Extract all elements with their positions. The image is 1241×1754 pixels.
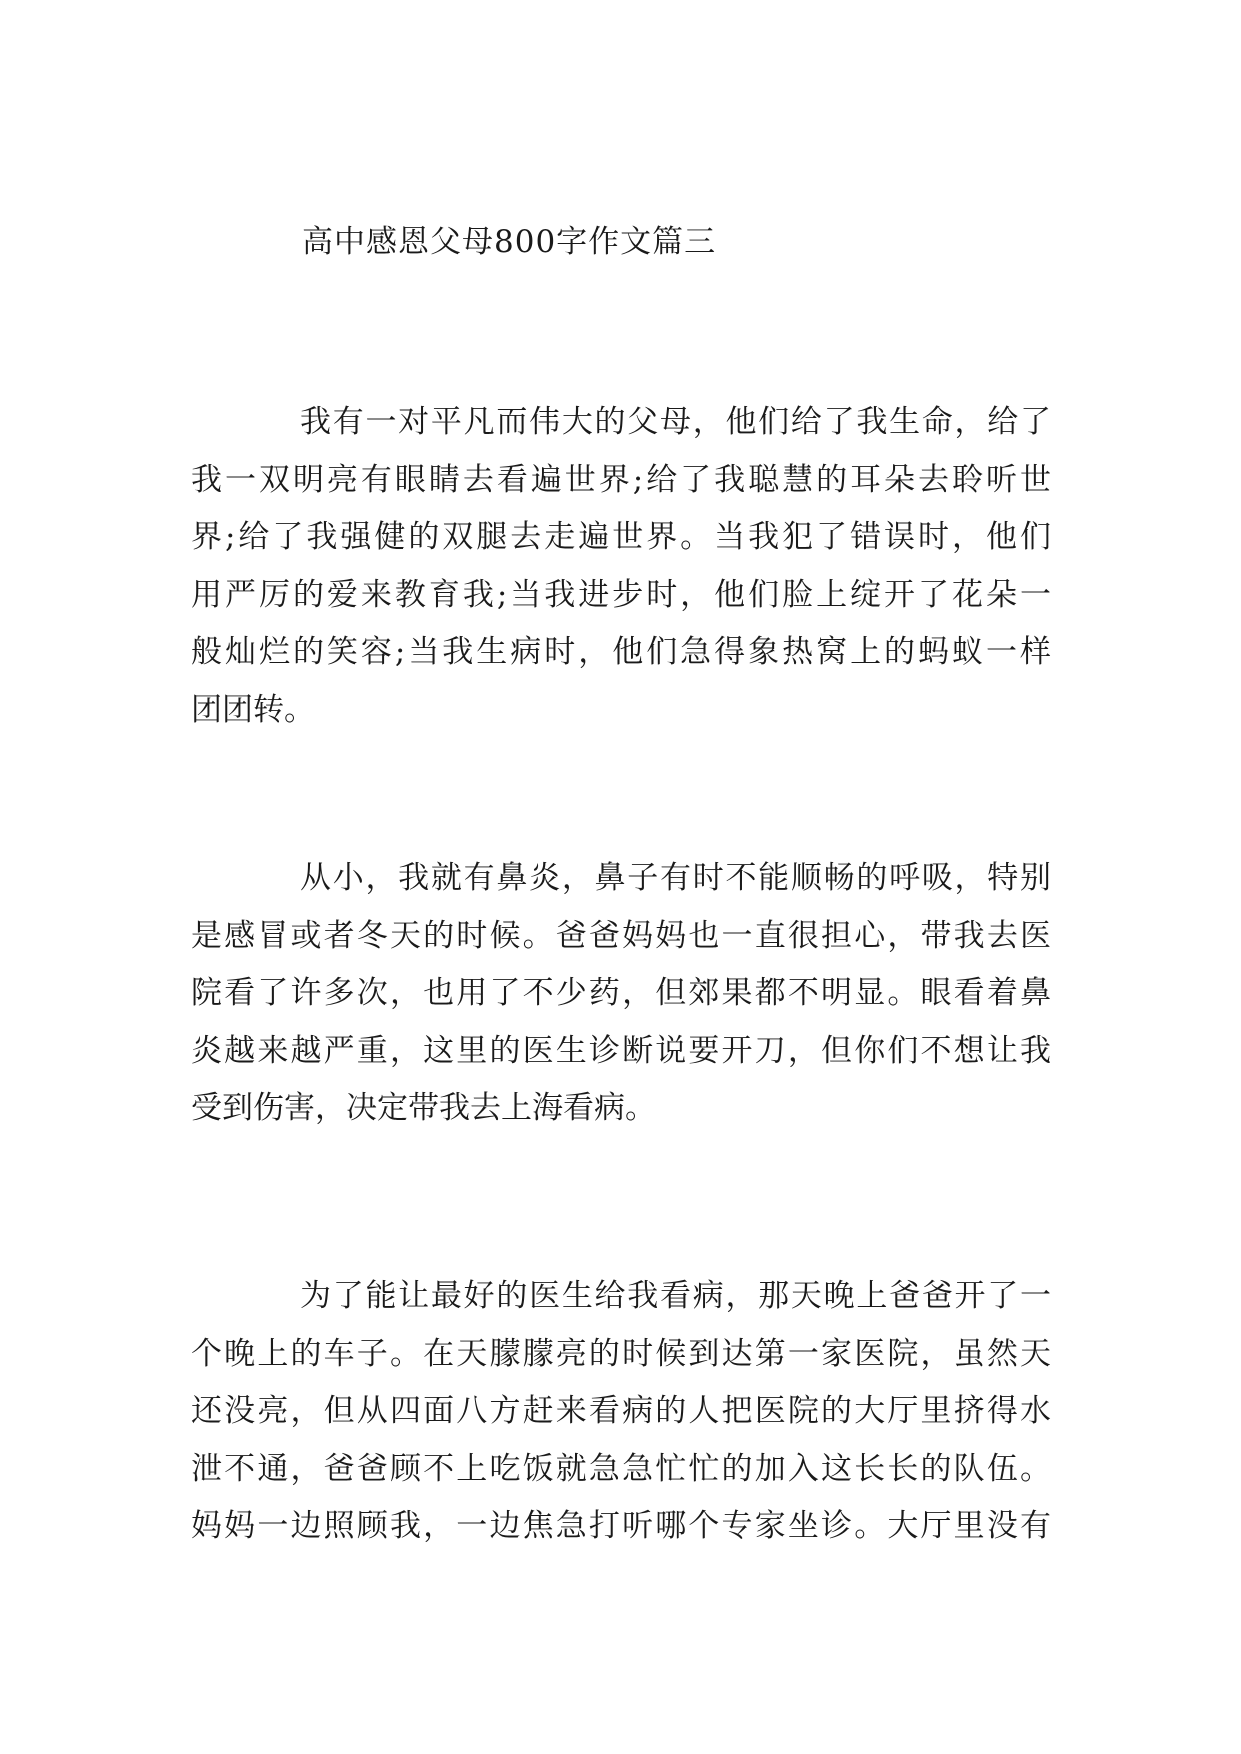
paragraph-3: [191, 1268, 1051, 1556]
paragraph-line: 泄不通，爸爸顾不上吃饭就急急忙忙的加入这长长的队伍。: [191, 1450, 1051, 1487]
paragraph-line: 团团转。: [191, 691, 315, 728]
paragraph-2: [191, 850, 1051, 1138]
paragraph-line: 般灿烂的笑容;当我生病时，他们急得象热窝上的蚂蚁一样: [191, 634, 1051, 670]
paragraph-1: [191, 394, 1051, 739]
paragraph-line: 受到伤害，决定带我去上海看病。: [191, 1090, 656, 1126]
paragraph-line: 妈妈一边照顾我，一边焦急打听哪个专家坐诊。大厅里没有: [191, 1508, 1051, 1544]
paragraph-line: 界;给了我强健的双腿去走遍世界。当我犯了错误时，他们: [191, 519, 1051, 555]
document-title: 高中感恩父母800字作文篇三: [302, 224, 717, 260]
paragraph-line: 用严厉的爱来教育我;当我进步时，他们脸上绽开了花朵一: [191, 576, 1051, 613]
paragraph-line: 个晚上的车子。在天朦朦亮的时候到达第一家医院，虽然天: [191, 1335, 1051, 1372]
paragraph-line: 是感冒或者冬天的时候。爸爸妈妈也一直很担心，带我去医: [191, 917, 1051, 954]
paragraph-line: 还没亮，但从四面八方赶来看病的人把医院的大厅里挤得水: [191, 1393, 1051, 1429]
paragraph-line: 院看了许多次，也用了不少药，但郊果都不明显。眼看着鼻: [191, 975, 1051, 1011]
paragraph-line: 我有一对平凡而伟大的父母，他们给了我生命，给了: [300, 404, 1051, 440]
paragraph-line: 炎越来越严重，这里的医生诊断说要开刀，但你们不想让我: [191, 1032, 1051, 1069]
paragraph-line: 从小，我就有鼻炎，鼻子有时不能顺畅的呼吸，特别: [300, 860, 1051, 896]
paragraph-line: 我一双明亮有眼睛去看遍世界;给了我聪慧的耳朵去聆听世: [191, 461, 1051, 498]
paragraph-line: 为了能让最好的医生给我看病，那天晚上爸爸开了一: [300, 1278, 1051, 1314]
